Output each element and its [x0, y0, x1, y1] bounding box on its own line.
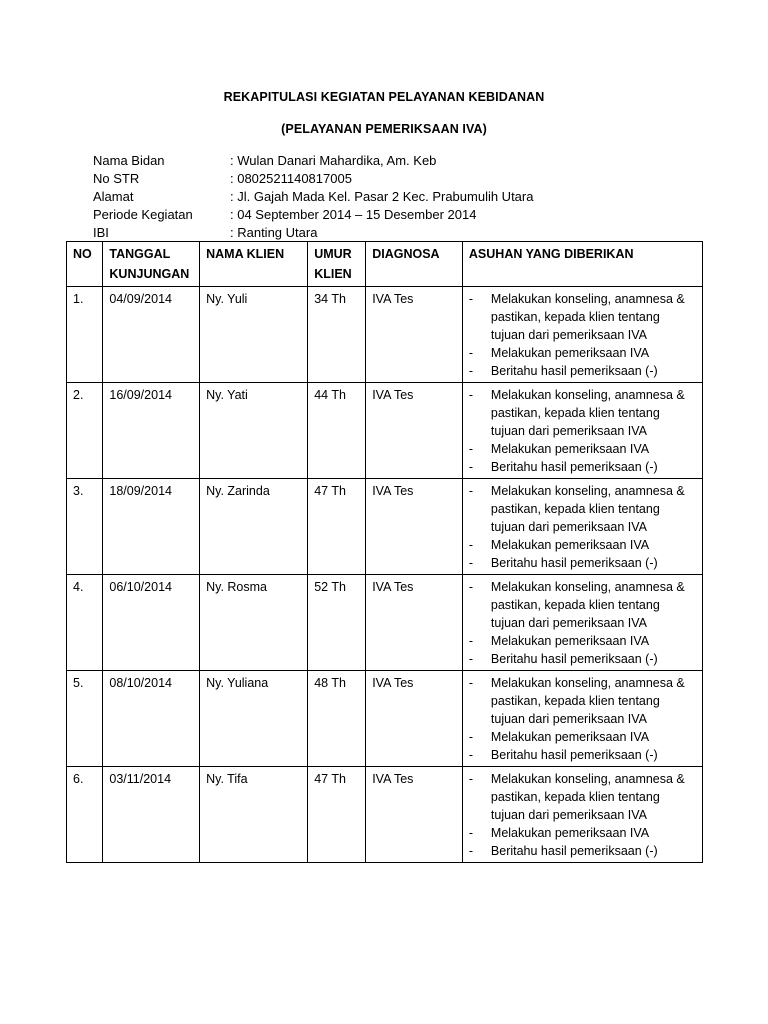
asuhan-item: - Beritahu hasil pemeriksaan (-): [469, 650, 696, 668]
info-value: : 04 September 2014 – 15 Desember 2014: [230, 207, 477, 222]
cell-tanggal: 03/11/2014: [103, 767, 200, 863]
document-subtitle: (PELAYANAN PEMERIKSAAN IVA): [281, 122, 487, 136]
cell-umur: 47 Th: [308, 479, 366, 575]
cell-diagnosa: IVA Tes: [366, 671, 463, 767]
cell-tanggal: 18/09/2014: [103, 479, 200, 575]
header-tanggal: [103, 242, 200, 287]
cell-nama: Ny. Yuliana: [200, 671, 308, 767]
header-tanggal-line2: KUNJUNGAN: [109, 267, 190, 281]
cell-diagnosa: IVA Tes: [366, 287, 463, 383]
cell-tanggal: 16/09/2014: [103, 383, 200, 479]
asuhan-item: - Melakukan konseling, anamnesa & pastikan, kepada klien tentang tujuan dari pemeriksaan IVA: [469, 290, 696, 344]
cell-asuhan: [462, 575, 702, 671]
cell-umur: 34 Th: [308, 287, 366, 383]
cell-nama: Ny. Rosma: [200, 575, 308, 671]
header-tanggal-line1: TANGGAL: [109, 247, 171, 261]
cell-asuhan: [462, 383, 702, 479]
cell-asuhan: [462, 287, 702, 383]
asuhan-list: [469, 578, 696, 668]
cell-umur: 44 Th: [308, 383, 366, 479]
asuhan-item: - Melakukan konseling, anamnesa & pastikan, kepada klien tentang tujuan dari pemeriksaan IVA: [469, 770, 696, 824]
info-label: No STR: [93, 171, 140, 186]
cell-no: 2.: [67, 383, 103, 479]
table-row: [67, 479, 703, 575]
cell-diagnosa: IVA Tes: [366, 479, 463, 575]
table-row: [67, 383, 703, 479]
asuhan-item: - Beritahu hasil pemeriksaan (-): [469, 554, 696, 572]
cell-no: 1.: [67, 287, 103, 383]
info-label: Periode Kegiatan: [93, 207, 193, 222]
cell-umur: 48 Th: [308, 671, 366, 767]
info-value: : Jl. Gajah Mada Kel. Pasar 2 Kec. Prabumulih Utara: [230, 189, 534, 204]
info-row-no-str: [93, 170, 533, 188]
rekap-table: [66, 241, 703, 863]
asuhan-item: - Melakukan konseling, anamnesa & pastikan, kepada klien tentang tujuan dari pemeriksaan IVA: [469, 674, 696, 728]
cell-no: 4.: [67, 575, 103, 671]
info-row-ibi: [93, 224, 533, 242]
header-umur: [308, 242, 366, 287]
cell-no: 6.: [67, 767, 103, 863]
asuhan-item: - Melakukan pemeriksaan IVA: [469, 632, 696, 650]
asuhan-item: - Beritahu hasil pemeriksaan (-): [469, 362, 696, 380]
asuhan-list: [469, 482, 696, 572]
cell-umur: 52 Th: [308, 575, 366, 671]
info-label: Nama Bidan: [93, 153, 165, 168]
asuhan-item: - Beritahu hasil pemeriksaan (-): [469, 458, 696, 476]
header-no: NO: [67, 242, 103, 287]
cell-tanggal: 06/10/2014: [103, 575, 200, 671]
asuhan-item: - Melakukan pemeriksaan IVA: [469, 824, 696, 842]
cell-no: 5.: [67, 671, 103, 767]
cell-tanggal: 04/09/2014: [103, 287, 200, 383]
cell-umur: 47 Th: [308, 767, 366, 863]
info-row-nama-bidan: [93, 152, 533, 170]
header-umur-line2: KLIEN: [314, 267, 352, 281]
table-row: [67, 575, 703, 671]
asuhan-list: [469, 290, 696, 380]
cell-diagnosa: IVA Tes: [366, 575, 463, 671]
cell-nama: Ny. Tifa: [200, 767, 308, 863]
cell-no: 3.: [67, 479, 103, 575]
cell-nama: Ny. Yati: [200, 383, 308, 479]
info-row-periode: [93, 206, 533, 224]
table-header-row: [67, 242, 703, 287]
cell-nama: Ny. Yuli: [200, 287, 308, 383]
asuhan-item: - Melakukan pemeriksaan IVA: [469, 344, 696, 362]
asuhan-list: [469, 674, 696, 764]
info-value: : Wulan Danari Mahardika, Am. Keb: [230, 153, 437, 168]
info-value: : 0802521140817005: [230, 171, 352, 186]
asuhan-item: - Melakukan konseling, anamnesa & pastikan, kepada klien tentang tujuan dari pemeriksaan IVA: [469, 578, 696, 632]
header-umur-line1: UMUR: [314, 247, 352, 261]
asuhan-list: [469, 770, 696, 860]
info-label: IBI: [93, 225, 109, 240]
asuhan-item: - Melakukan pemeriksaan IVA: [469, 536, 696, 554]
asuhan-item: - Beritahu hasil pemeriksaan (-): [469, 746, 696, 764]
cell-asuhan: [462, 767, 702, 863]
asuhan-item: - Melakukan pemeriksaan IVA: [469, 440, 696, 458]
info-row-alamat: [93, 188, 533, 206]
asuhan-item: - Melakukan pemeriksaan IVA: [469, 728, 696, 746]
cell-nama: Ny. Zarinda: [200, 479, 308, 575]
asuhan-item: - Melakukan konseling, anamnesa & pastikan, kepada klien tentang tujuan dari pemeriksaan IVA: [469, 482, 696, 536]
document-title: REKAPITULASI KEGIATAN PELAYANAN KEBIDANAN: [223, 90, 545, 104]
asuhan-list: [469, 386, 696, 476]
header-nama-klien: NAMA KLIEN: [200, 242, 308, 287]
table-row: [67, 671, 703, 767]
info-label: Alamat: [93, 189, 134, 204]
cell-asuhan: [462, 671, 702, 767]
cell-tanggal: 08/10/2014: [103, 671, 200, 767]
header-asuhan: ASUHAN YANG DIBERIKAN: [462, 242, 702, 287]
table-row: [67, 767, 703, 863]
cell-diagnosa: IVA Tes: [366, 383, 463, 479]
asuhan-item: - Melakukan konseling, anamnesa & pastikan, kepada klien tentang tujuan dari pemeriksaan IVA: [469, 386, 696, 440]
cell-diagnosa: IVA Tes: [366, 767, 463, 863]
table-row: [67, 287, 703, 383]
header-diagnosa: DIAGNOSA: [366, 242, 463, 287]
asuhan-item: - Beritahu hasil pemeriksaan (-): [469, 842, 696, 860]
midwife-info: [93, 152, 533, 242]
cell-asuhan: [462, 479, 702, 575]
info-value: : Ranting Utara: [230, 225, 318, 240]
